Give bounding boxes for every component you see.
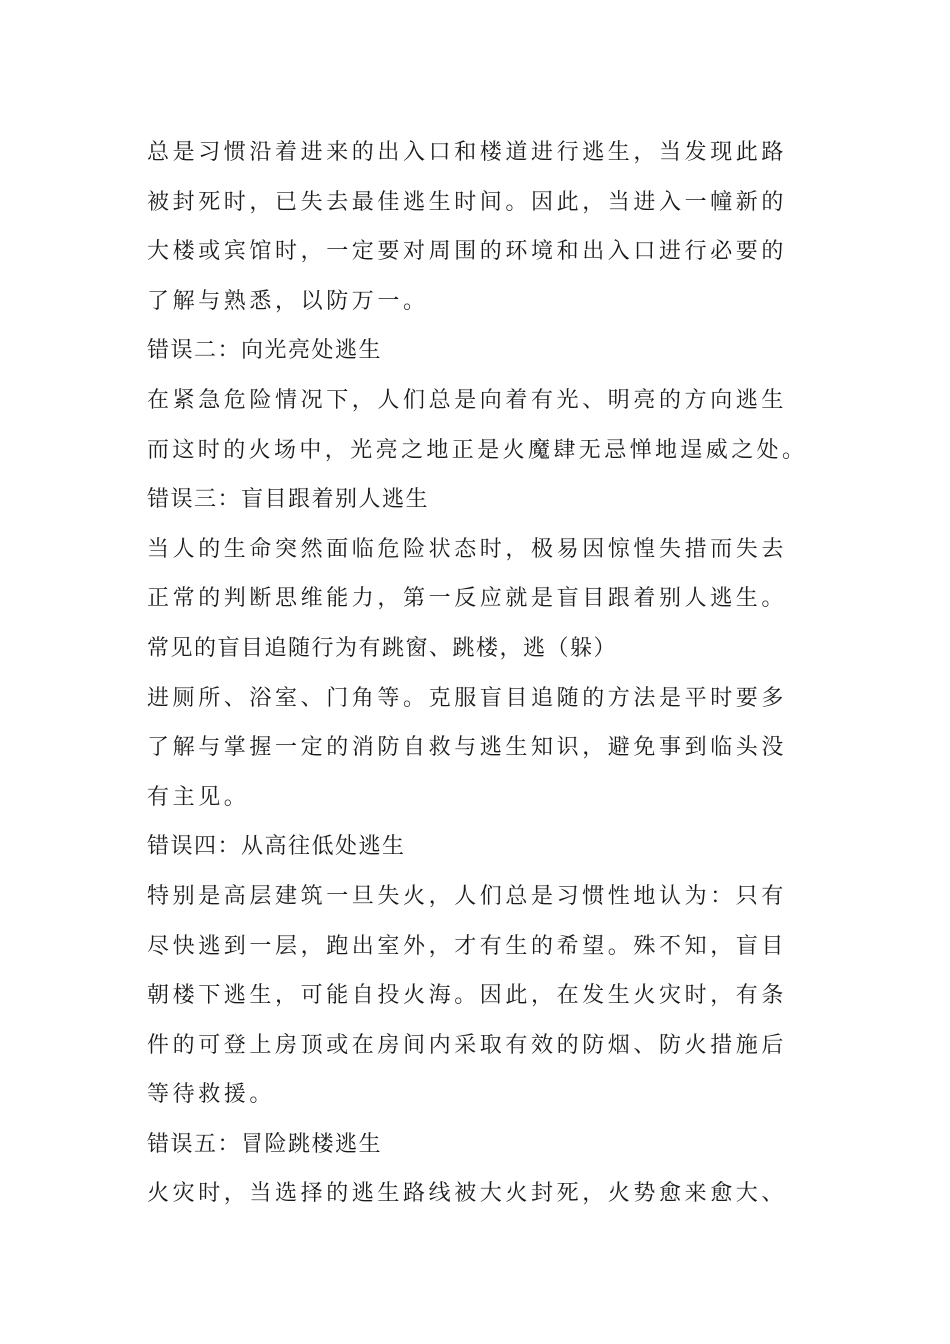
- paragraph-line: 当人的生命突然面临危险状态时，极易因惊惶失措而失去: [147, 536, 788, 562]
- paragraph-line: 在紧急危险情况下，人们总是向着有光、明亮的方向逃生: [147, 387, 788, 413]
- paragraph-line: 进厕所、浴室、门角等。克服盲目追随的方法是平时要多: [147, 685, 788, 711]
- paragraph-line: 件的可登上房顶或在房间内采取有效的防烟、防火措施后: [147, 1032, 788, 1058]
- document-body: [147, 128, 807, 1219]
- section-heading: 错误三：盲目跟着别人逃生: [147, 487, 430, 513]
- section-heading: 错误四：从高往低处逃生: [147, 834, 406, 860]
- paragraph-line: 尽快逃到一层，跑出室外，才有生的希望。殊不知，盲目: [147, 933, 788, 959]
- paragraph-line: 常见的盲目追随行为有跳窗、跳楼，逃（躲）: [147, 635, 618, 661]
- paragraph-line: 火灾时，当选择的逃生路线被大火封死，火势愈来愈大、: [147, 1181, 788, 1207]
- section-heading: 错误二：向光亮处逃生: [147, 338, 383, 364]
- paragraph-line: 总是习惯沿着进来的出入口和楼道进行逃生，当发现此路: [147, 140, 788, 165]
- paragraph-line: 有主见。: [147, 784, 250, 810]
- paragraph-line: 等待救援。: [147, 1082, 276, 1108]
- paragraph-line: 特别是高层建筑一旦失火，人们总是习惯性地认为：只有: [147, 883, 788, 909]
- paragraph-line: 了解与掌握一定的消防自救与逃生知识，避免事到临头没: [147, 735, 788, 761]
- paragraph-line: 被封死时，已失去最佳逃生时间。因此，当进入一幢新的: [147, 189, 788, 215]
- paragraph-line: 而这时的火场中，光亮之地正是火魔肆无忌惮地逞威之处。: [147, 437, 808, 463]
- paragraph-line: 了解与熟悉，以防万一。: [147, 288, 429, 314]
- paragraph-line: 大楼或宾馆时，一定要对周围的环境和出入口进行必要的: [147, 239, 788, 265]
- paragraph-line: 朝楼下逃生，可能自投火海。因此，在发生火灾时，有条: [147, 983, 788, 1009]
- section-heading: 错误五：冒险跳楼逃生: [147, 1131, 383, 1157]
- paragraph-line: 正常的判断思维能力，第一反应就是盲目跟着别人逃生。: [147, 586, 788, 612]
